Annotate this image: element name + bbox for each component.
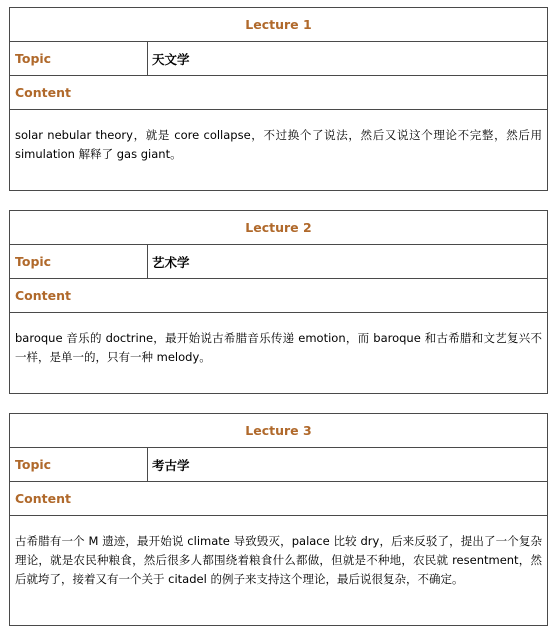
topic-label: Topic [10, 448, 148, 481]
topic-row [10, 42, 547, 76]
content-text: 古希腊有一个 M 遗迹，最开始说 climate 导致毁灭，palace 比较 dry，后来反驳了，提出了一个复杂理论，就是农民种粮食，然后很多人都围绕着粮食什么都做，但就是不种地，农民就 resentment，然后就垮了，接着又有一个关于 citadel 的例子来支持这个理论，最后说很复杂，不确定。 [15, 534, 542, 586]
topic-value: 考古学 [152, 457, 190, 473]
topic-value: 天文学 [152, 51, 190, 67]
topic-label: Topic [10, 245, 148, 278]
lecture-table-3 [9, 413, 548, 626]
topic-row [10, 448, 547, 482]
lecture-title: Lecture 2 [10, 211, 547, 245]
lecture-table-2 [9, 210, 548, 394]
topic-label: Topic [10, 42, 148, 75]
lecture-title: Lecture 3 [10, 414, 547, 448]
topic-value: 艺术学 [152, 254, 190, 270]
topic-row [10, 245, 547, 279]
content-label: Content [10, 482, 547, 516]
content-text: solar nebular theory，就是 core collapse，不过换个了说法，然后又说这个理论不完整，然后用 simulation 解释了 gas giant。 [15, 128, 542, 161]
lecture-title: Lecture 1 [10, 8, 547, 42]
content-label: Content [10, 279, 547, 313]
content-text: baroque 音乐的 doctrine，最开始说古希腊音乐传递 emotion，而 baroque 和古希腊和文艺复兴不一样，是单一的，只有一种 melody。 [15, 331, 542, 364]
lecture-table-1 [9, 7, 548, 191]
content-label: Content [10, 76, 547, 110]
